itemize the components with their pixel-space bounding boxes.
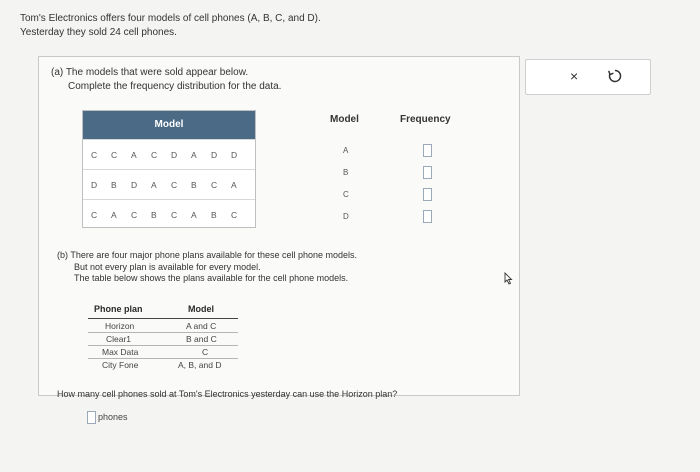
frequency-model-label: C: [343, 190, 349, 199]
table-row: [83, 199, 255, 229]
table-cell: B: [111, 180, 117, 190]
table-row: [88, 333, 238, 346]
table-cell: B: [211, 210, 217, 220]
problem-intro: [20, 12, 321, 40]
mouse-cursor-icon: [502, 272, 514, 286]
plans-table-header: [88, 304, 238, 319]
frequency-model-label: A: [343, 146, 349, 155]
table-cell: A: [131, 150, 137, 160]
horizon-question: How many cell phones sold at Tom's Electronics yesterday can use the Horizon plan?: [57, 389, 398, 399]
table-cell: C: [111, 150, 118, 160]
frequency-input-b[interactable]: [423, 166, 432, 179]
table-cell: B: [191, 180, 197, 190]
frequency-model-label: D: [343, 212, 349, 221]
phone-plan-header: Phone plan: [94, 304, 143, 314]
intro-line-1: Tom's Electronics offers four models of cell phones (A, B, C, and D).: [20, 13, 321, 24]
frequency-input-c[interactable]: [423, 188, 432, 201]
plan-name: City Fone: [102, 360, 139, 370]
table-cell: B: [151, 210, 157, 220]
table-cell: A: [191, 150, 197, 160]
table-cell: C: [171, 210, 178, 220]
undo-icon[interactable]: [606, 67, 624, 85]
table-cell: C: [171, 180, 178, 190]
table-cell: C: [131, 210, 138, 220]
models-sold-header: Model: [83, 111, 255, 139]
table-cell: C: [211, 180, 218, 190]
plan-name: Max Data: [102, 347, 139, 357]
part-a-line-2: Complete the frequency distribution for the data.: [68, 81, 282, 92]
frequency-input-d[interactable]: [423, 210, 432, 223]
table-cell: D: [231, 150, 238, 160]
part-b-line-1: (b) There are four major phone plans available for these cell phone models.: [57, 250, 358, 260]
clear-button[interactable]: ×: [570, 68, 579, 84]
table-cell: C: [91, 210, 98, 220]
part-a-line-1: (a) The models that were sold appear below.: [51, 67, 249, 78]
plan-name: Clear1: [106, 334, 132, 344]
frequency-model-label: B: [343, 168, 349, 177]
part-b-line-2: But not every plan is available for every model.: [74, 261, 261, 272]
table-cell: C: [231, 210, 238, 220]
table-cell: C: [91, 150, 98, 160]
table-row: [88, 346, 238, 359]
plan-models: B and C: [186, 334, 217, 344]
part-b-prompt: [57, 250, 357, 285]
answer-row: [87, 411, 128, 424]
table-row: [88, 320, 238, 333]
intro-line-2: Yesterday they sold 24 cell phones.: [20, 27, 177, 38]
plan-name: Horizon: [105, 321, 135, 331]
models-sold-table: [82, 110, 256, 228]
table-cell: A: [231, 180, 237, 190]
table-cell: A: [151, 180, 157, 190]
table-cell: A: [191, 210, 197, 220]
table-cell: D: [171, 150, 178, 160]
table-cell: D: [91, 180, 98, 190]
table-row: [83, 139, 255, 169]
table-cell: D: [131, 180, 138, 190]
plan-models: C: [202, 347, 209, 357]
table-cell: D: [211, 150, 218, 160]
answer-unit: phones: [98, 411, 128, 422]
table-cell: C: [151, 150, 158, 160]
table-row: [83, 169, 255, 199]
frequency-header: Frequency: [400, 114, 451, 125]
plan-model-header: Model: [188, 304, 214, 314]
frequency-input-a[interactable]: [423, 144, 432, 157]
table-row: [88, 359, 238, 371]
part-b-line-3: The table below shows the plans available for the cell phone models.: [74, 273, 349, 283]
part-a-prompt: [51, 66, 282, 94]
answer-tools: [525, 59, 651, 95]
frequency-model-header: Model: [330, 114, 359, 125]
plan-models: A, B, and D: [178, 360, 222, 370]
plan-models: A and C: [186, 321, 217, 331]
horizon-answer-input[interactable]: [87, 411, 96, 424]
table-cell: A: [111, 210, 117, 220]
